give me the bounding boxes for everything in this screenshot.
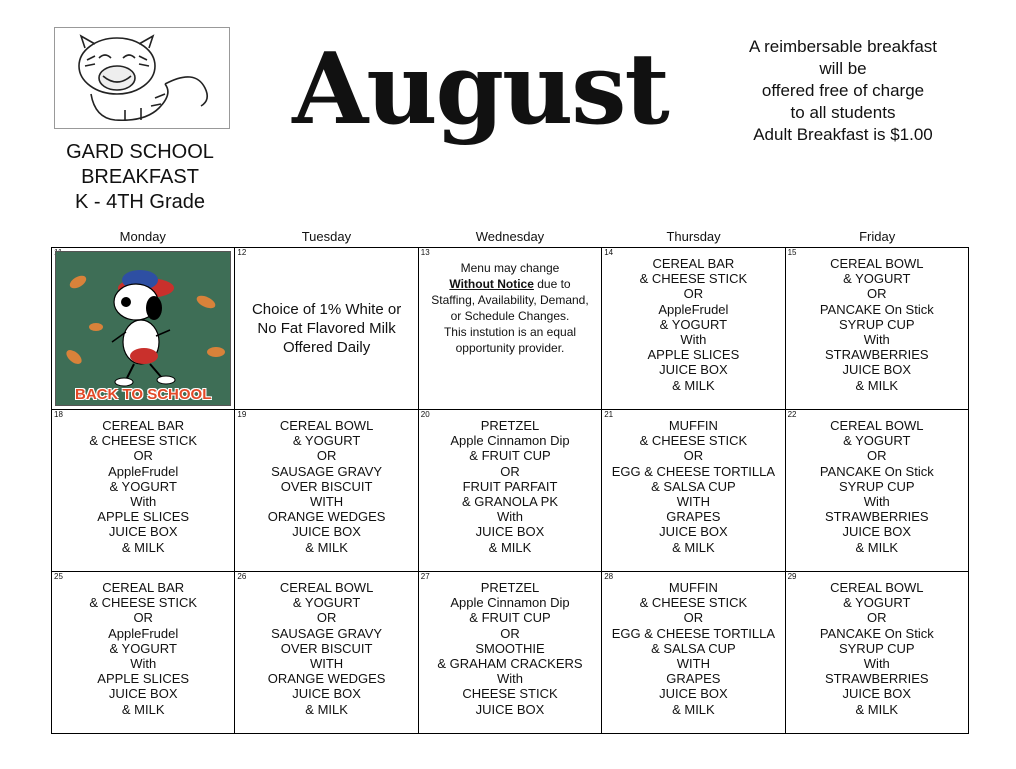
menu-items (419, 572, 601, 717)
menu-item-line: OR (867, 610, 887, 626)
menu-item-line: With (496, 671, 523, 687)
day-cell-22 (786, 410, 969, 572)
note-line: or Schedule Changes. (450, 309, 570, 323)
menu-items (786, 572, 968, 717)
day-cell-20 (419, 410, 602, 572)
month-title: August (292, 32, 668, 147)
menu-item-line: CEREAL BAR (102, 580, 185, 595)
menu-item-line: OR (316, 610, 337, 626)
school-name: GARD SCHOOL (66, 141, 214, 163)
notice-line: Adult Breakfast is $1.00 (753, 125, 933, 144)
menu-item-line: & MILK (305, 539, 348, 555)
menu-item-line: STRAWBERRIES (825, 347, 929, 363)
menu-item-line: WITH (309, 656, 344, 672)
date-number: 27 (420, 572, 430, 581)
menu-item-line: OVER BISCUIT (280, 640, 373, 656)
menu-item-line: & FRUIT CUP (469, 610, 551, 626)
menu-item-line: CEREAL BAR (102, 418, 185, 433)
poster-caption: BACK TO SCHOOL (74, 386, 212, 403)
menu-item-line: JUICE BOX (842, 686, 912, 702)
menu-item-line: & YOGURT (292, 595, 361, 611)
date-number: 19 (237, 410, 247, 419)
notice-line: A reimbersable breakfast (748, 37, 938, 56)
menu-item-line: With (863, 494, 890, 510)
menu-item-line: FRUIT PARFAIT (462, 478, 558, 494)
menu-item-line: OVER BISCUIT (280, 478, 373, 494)
note-line: Choice of 1% White or (251, 301, 402, 318)
menu-item-line: JUICE BOX (108, 686, 178, 702)
back-to-school-image (55, 251, 231, 406)
date-number: 22 (787, 410, 797, 419)
date-number: 26 (237, 572, 247, 581)
menu-item-line: CEREAL BOWL (830, 418, 924, 433)
menu-item-line: With (496, 509, 523, 525)
menu-item-line: OR (500, 625, 520, 641)
weekday-thursday: Thursday (666, 229, 721, 244)
menu-item-line: SAUSAGE GRAVY (271, 463, 383, 479)
menu-items (52, 410, 234, 555)
menu-item-line: SYRUP CUP (838, 316, 915, 332)
menu-item-line: OR (133, 448, 153, 464)
menu-item-line: WITH (309, 494, 344, 510)
note-line: opportunity provider. (455, 341, 565, 355)
menu-item-line: OR (683, 286, 704, 302)
menu-item-line: With (863, 656, 890, 672)
note-line: Offered Daily (282, 339, 371, 356)
menu-items (235, 410, 417, 555)
menu-item-line: Apple Cinnamon Dip (450, 433, 570, 449)
menu-item-line: OR (867, 448, 887, 464)
menu-item-line: & YOGURT (843, 595, 911, 611)
menu-item-line: APPLE SLICES (97, 671, 190, 687)
menu-item-line: SYRUP CUP (838, 640, 915, 656)
menu-item-line: & CHEESE STICK (89, 595, 198, 611)
menu-item-line: Apple Cinnamon Dip (450, 595, 570, 611)
menu-item-line: JUICE BOX (292, 524, 361, 540)
menu-item-line: PANCAKE On Stick (819, 301, 934, 317)
menu-item-line: JUICE BOX (475, 524, 545, 540)
day-cell-11 (52, 248, 235, 410)
menu-item-line: & SALSA CUP (651, 640, 736, 656)
menu-item-line: & GRAHAM CRACKERS (437, 656, 583, 672)
menu-item-line: JUICE BOX (842, 362, 912, 378)
menu-item-line: CEREAL BOWL (279, 418, 374, 433)
menu-item-line: JUICE BOX (108, 524, 178, 540)
menu-item-line: SYRUP CUP (838, 478, 915, 494)
meal-type: BREAKFAST (81, 166, 199, 188)
milk-choice-note (235, 248, 417, 409)
menu-item-line: APPLE SLICES (97, 509, 190, 525)
menu-item-line: OR (316, 448, 337, 464)
menu-items (52, 572, 234, 717)
date-number: 13 (420, 248, 430, 257)
day-cell-13 (419, 248, 602, 410)
note-line: No Fat Flavored Milk (257, 320, 396, 337)
menu-item-line: & YOGURT (659, 316, 728, 332)
menu-items (602, 410, 784, 555)
menu-item-line: PANCAKE On Stick (819, 625, 934, 641)
weekday-monday: Monday (119, 229, 166, 244)
menu-item-line: & YOGURT (843, 433, 911, 449)
menu-item-line: CEREAL BAR (652, 256, 735, 271)
menu-item-line: JUICE BOX (659, 524, 728, 540)
menu-items (602, 572, 784, 717)
menu-item-line: MUFFIN (668, 580, 718, 595)
day-cell-18 (52, 410, 235, 572)
menu-item-line: AppleFrudel (108, 625, 179, 641)
menu-item-line: & YOGURT (109, 640, 177, 656)
menu-item-line: & MILK (488, 539, 532, 555)
menu-item-line: JUICE BOX (659, 362, 728, 378)
date-number: 20 (420, 410, 430, 419)
menu-item-line: OR (133, 610, 153, 626)
menu-item-line: ORANGE WEDGES (267, 671, 386, 687)
day-cell-29 (786, 572, 969, 734)
day-cell-26 (235, 572, 418, 734)
notice-line: will be (819, 59, 867, 78)
menu-items (786, 410, 968, 555)
date-number: 12 (237, 248, 247, 257)
menu-item-line: & CHEESE STICK (89, 433, 198, 449)
menu-item-line: JUICE BOX (842, 524, 912, 540)
menu-item-line: With (130, 494, 157, 510)
snoopy-icon (56, 252, 234, 404)
tiger-logo (54, 27, 230, 129)
date-number: 14 (604, 248, 614, 257)
menu-item-line: & MILK (305, 701, 348, 717)
weekday-wednesday: Wednesday (475, 229, 545, 244)
menu-item-line: & MILK (855, 377, 899, 393)
menu-item-line: EGG & CHEESE TORTILLA (611, 625, 776, 641)
note-line: This instution is an equal (443, 325, 577, 339)
date-number: 18 (54, 410, 63, 419)
menu-item-line: ORANGE WEDGES (267, 509, 386, 525)
menu-item-line: WITH (676, 494, 710, 510)
day-cell-21 (602, 410, 785, 572)
day-cell-25 (52, 572, 235, 734)
date-number: 28 (604, 572, 614, 581)
breakfast-notice (728, 36, 958, 146)
menu-item-line: & SALSA CUP (651, 478, 736, 494)
menu-item-line: GRAPES (666, 671, 721, 687)
menu-item-line: AppleFrudel (658, 301, 729, 317)
menu-item-line: STRAWBERRIES (825, 671, 929, 687)
menu-item-line: & GRANOLA PK (461, 494, 559, 510)
menu-item-line: APPLE SLICES (647, 347, 740, 363)
day-cell-28 (602, 572, 785, 734)
menu-item-line: & CHEESE STICK (639, 595, 748, 611)
menu-calendar (51, 247, 969, 734)
menu-item-line: & YOGURT (292, 433, 361, 449)
menu-item-line: JUICE BOX (475, 701, 545, 717)
menu-item-line: & MILK (121, 701, 165, 717)
notice-line: offered free of charge (761, 81, 925, 100)
menu-item-line: & MILK (672, 701, 715, 717)
date-number: 25 (54, 572, 63, 581)
menu-item-line: AppleFrudel (108, 463, 179, 479)
menu-item-line: PRETZEL (480, 418, 540, 433)
menu-item-line: CEREAL BOWL (830, 256, 924, 271)
menu-item-line: CHEESE STICK (462, 686, 558, 702)
weekday-friday: Friday (859, 229, 896, 244)
menu-items (235, 572, 417, 717)
menu-item-line: & FRUIT CUP (469, 448, 551, 464)
menu-item-line: & CHEESE STICK (639, 271, 748, 287)
notice-line: to all students (790, 103, 896, 122)
menu-item-line: PRETZEL (480, 580, 540, 595)
menu-item-line: With (863, 332, 890, 348)
note-line: Without Notice due to (449, 277, 571, 291)
day-cell-15 (786, 248, 969, 410)
menu-items (419, 410, 601, 555)
menu-item-line: EGG & CHEESE TORTILLA (611, 463, 776, 479)
menu-item-line: & YOGURT (109, 478, 177, 494)
menu-item-line: CEREAL BOWL (279, 580, 374, 595)
weekday-header-row (51, 228, 969, 246)
day-cell-14 (602, 248, 785, 410)
emphasis-text: Without Notice (449, 277, 534, 291)
menu-item-line: OR (867, 286, 887, 302)
menu-item-line: OR (683, 448, 704, 464)
note-line: Staffing, Availability, Demand, (431, 293, 589, 307)
menu-item-line: OR (683, 610, 704, 626)
menu-item-line: PANCAKE On Stick (819, 463, 934, 479)
menu-item-line: CEREAL BOWL (830, 580, 924, 595)
menu-item-line: JUICE BOX (659, 686, 728, 702)
menu-item-line: SAUSAGE GRAVY (271, 625, 383, 641)
note-line: Menu may change (460, 261, 560, 275)
menu-item-line: & MILK (855, 539, 899, 555)
school-heading (40, 140, 240, 215)
date-number: 29 (787, 572, 797, 581)
day-cell-12 (235, 248, 418, 410)
menu-item-line: With (130, 656, 157, 672)
menu-item-line: & MILK (121, 539, 165, 555)
day-cell-19 (235, 410, 418, 572)
menu-items (786, 248, 968, 393)
tiger-icon (55, 28, 229, 128)
menu-item-line: OR (500, 463, 520, 479)
menu-item-line: GRAPES (666, 509, 721, 525)
menu-item-line: & MILK (855, 701, 899, 717)
menu-item-line: With (680, 332, 707, 348)
menu-item-line: & MILK (672, 377, 715, 393)
menu-item-line: WITH (676, 656, 710, 672)
menu-item-line: & CHEESE STICK (639, 433, 748, 449)
day-cell-27 (419, 572, 602, 734)
menu-item-line: & YOGURT (843, 271, 911, 287)
date-number: 21 (604, 410, 614, 419)
menu-disclaimer (419, 248, 601, 356)
menu-item-line: SMOOTHIE (475, 640, 545, 656)
menu-items (602, 248, 784, 393)
menu-item-line: JUICE BOX (292, 686, 361, 702)
date-number: 15 (787, 248, 797, 257)
weekday-tuesday: Tuesday (301, 229, 352, 244)
grade-range: K - 4TH Grade (74, 191, 206, 213)
menu-item-line: STRAWBERRIES (825, 509, 929, 525)
menu-item-line: & MILK (672, 539, 715, 555)
menu-item-line: MUFFIN (668, 418, 718, 433)
